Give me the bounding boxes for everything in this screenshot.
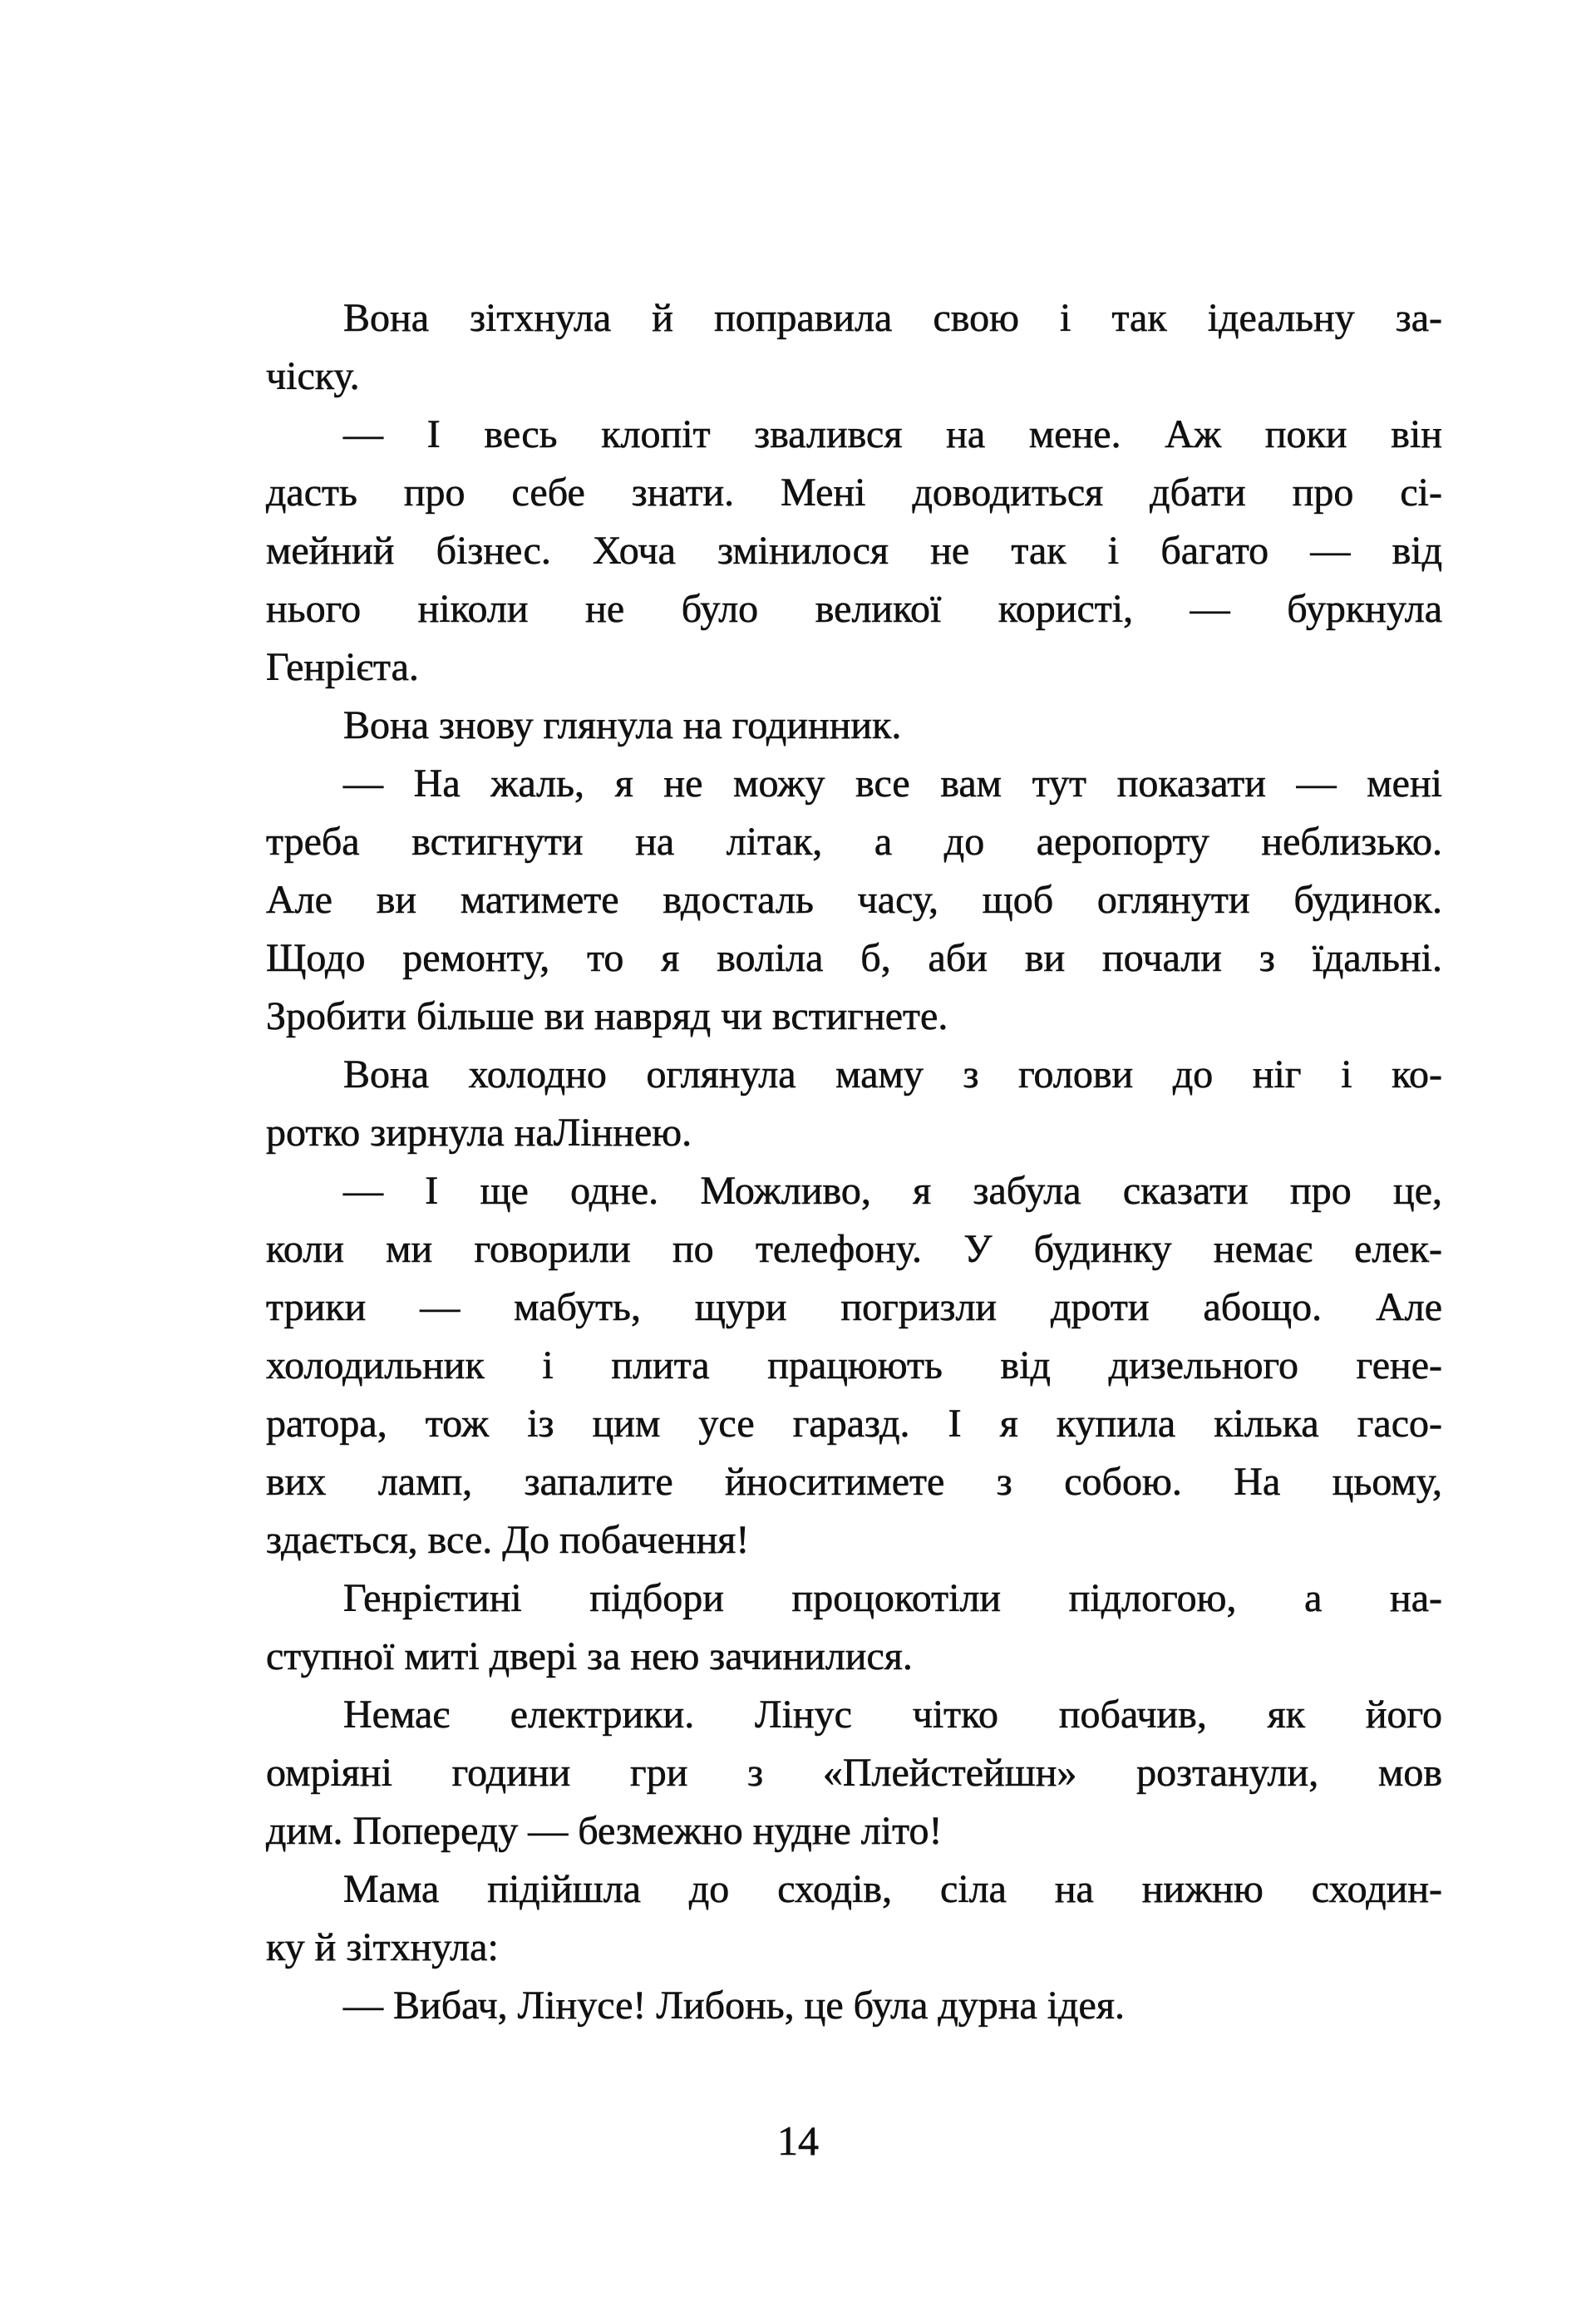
text-line: вих ламп, запалите йноситимете з собою. На цьому, [266, 1460, 1442, 1504]
text-line: Але ви матимете вдосталь часу, щоб оглянути будинок. [266, 878, 1442, 922]
text-line: Мама підійшла до сходів, сіла на нижню сходин- [343, 1867, 1442, 1911]
text-line: ратора, тож із цим усе гаразд. І я купила кілька гасо- [266, 1402, 1442, 1446]
text-line: — І весь клопіт звалився на мене. Аж поки він [343, 412, 1442, 456]
text-line: нього ніколи не було великої користі, — буркнула [266, 587, 1442, 631]
text-line: дасть про себе знати. Мені доводиться дбати про сі- [266, 471, 1442, 515]
text-line: здається, все. До побачення! [266, 1518, 750, 1562]
text-line: ротко зирнула наЛіннею. [266, 1111, 692, 1155]
text-line: — І ще одне. Можливо, я забула сказати про це, [343, 1169, 1442, 1213]
text-line: коли ми говорили по телефону. У будинку немає елек- [266, 1227, 1442, 1271]
text-line: — На жаль, я не можу все вам тут показати — мені [343, 761, 1442, 806]
text-line: Вона зітхнула й поправила свою і так ідеальну за- [343, 296, 1442, 340]
text-line: ку й зітхнула: [266, 1925, 499, 1969]
text-line: Щодо ремонту, то я воліла б, аби ви почали з їдальні. [266, 936, 1442, 980]
text-line: трики — мабуть, щури погризли дроти абощо. Але [266, 1285, 1442, 1329]
page-number: 14 [777, 2117, 819, 2164]
text-line: омріяні години гри з «Плейстейшн» розтанули, мов [266, 1751, 1442, 1795]
text-line: дим. Попереду — безмежно нудне літо! [266, 1809, 943, 1853]
text-line: Вона холодно оглянула маму з голови до ніг і ко- [343, 1052, 1442, 1096]
text-line: холодильник і плита працюють від дизельного гене- [266, 1343, 1442, 1387]
text-line: мейний бізнес. Хоча змінилося не так і багато — від [266, 529, 1442, 573]
text-line: Зробити більше ви навряд чи встигнете. [266, 994, 948, 1038]
text-line: Вона знову глянула на годинник. [343, 703, 902, 747]
text-line: чіску. [266, 354, 360, 398]
text-line: Генрієтині підбори процокотіли підлогою, а на- [343, 1576, 1442, 1620]
page-body-text [266, 289, 1442, 2035]
text-line: Генрієта. [266, 645, 419, 689]
text-line: — Вибач, Лінусе! Либонь, це була дурна ідея. [343, 1983, 1125, 2028]
text-line: треба встигнути на літак, а до аеропорту неблизько. [266, 820, 1442, 864]
text-line: Немає електрики. Лінус чітко побачив, як його [343, 1693, 1442, 1737]
text-line: ступної миті двері за нею зачинилися. [266, 1634, 913, 1678]
